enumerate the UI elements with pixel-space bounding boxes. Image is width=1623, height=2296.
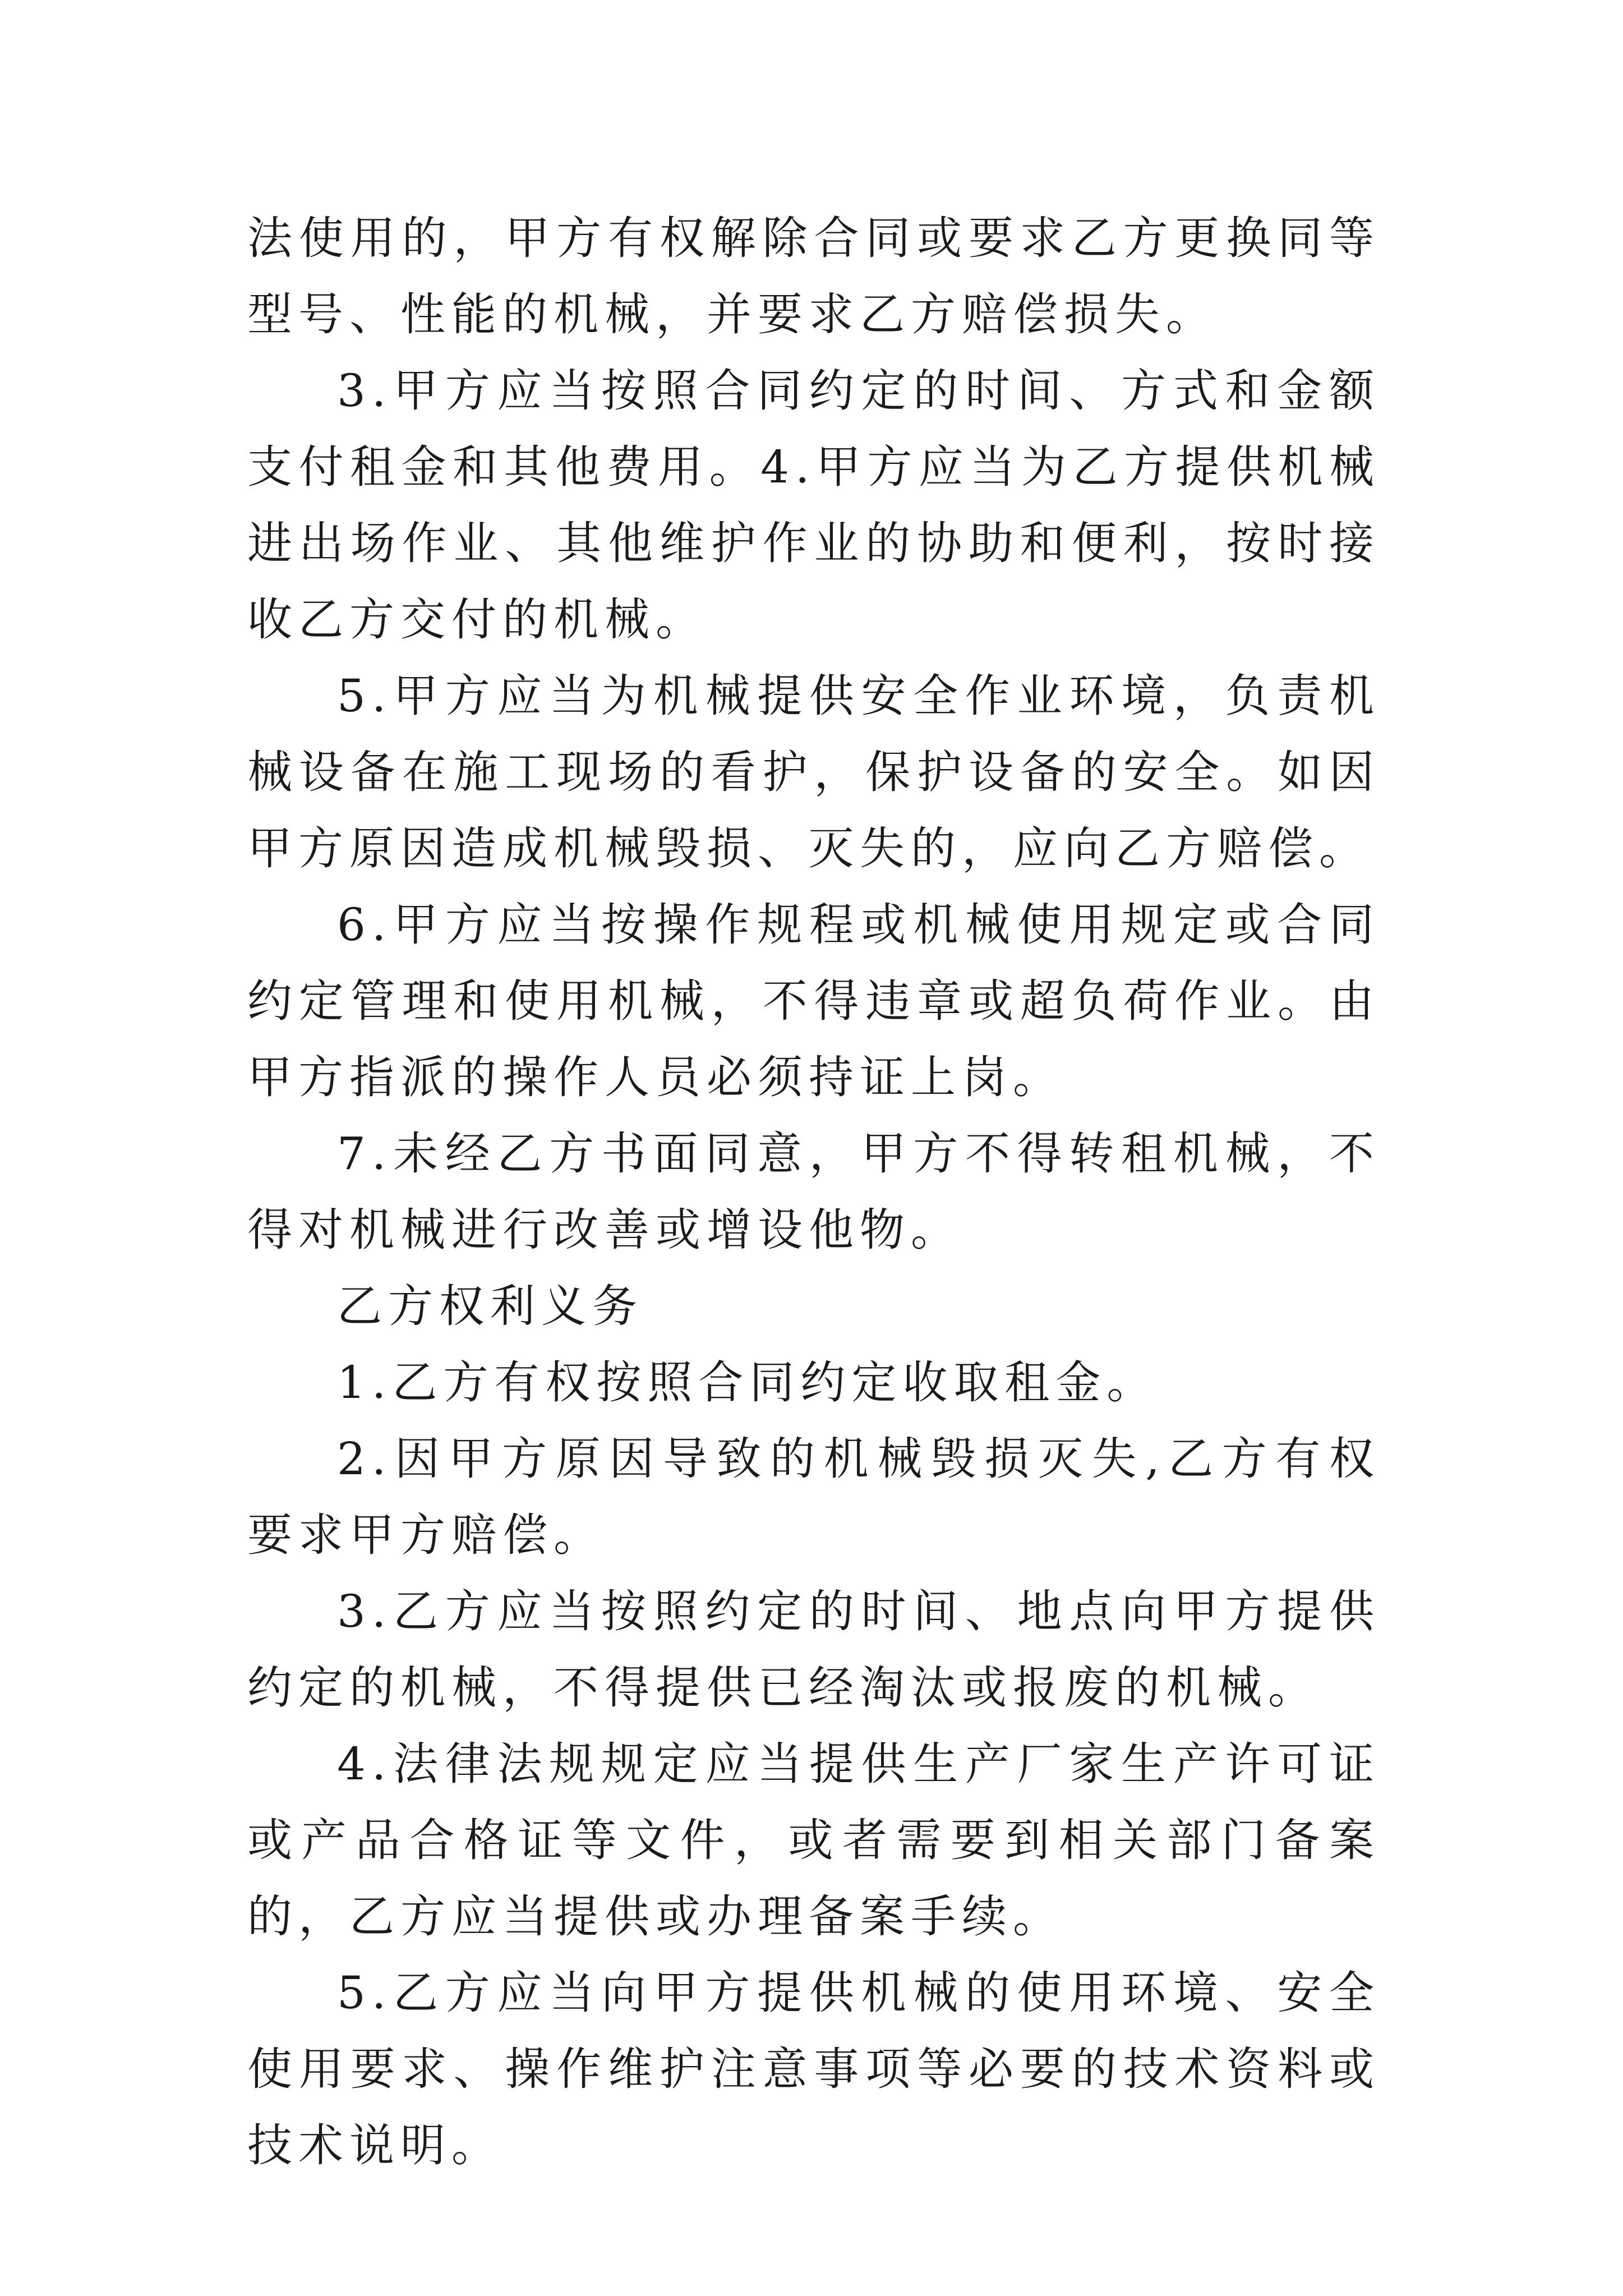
paragraph-b-item-5: 5.乙方应当向甲方提供机械的使用环境、安全使用要求、操作维护注意事项等必要的技术资料或技术说明。 [247, 1967, 1380, 2171]
document-body [247, 200, 1380, 2184]
paragraph-b-item-4: 4.法律法规规定应当提供生产厂家生产许可证或产品合格证等文件，或者需要到相关部门备案的，乙方应当提供或办理备案手续。 [247, 1738, 1380, 1943]
paragraph-item-6: 6.甲方应当按操作规程或机械使用规定或合同约定管理和使用机械，不得违章或超负荷作业。由甲方指派的操作人员必须持证上岗。 [247, 899, 1380, 1103]
paragraph-item-5: 5.甲方应当为机械提供安全作业环境，负责机械设备在施工现场的看护，保护设备的安全。如因甲方原因造成机械毁损、灭失的，应向乙方赔偿。 [247, 670, 1380, 875]
paragraph-item-7: 7.未经乙方书面同意，甲方不得转租机械，不得对机械进行改善或增设他物。 [247, 1128, 1380, 1256]
paragraph-b-item-2: 2.因甲方原因导致的机械毁损灭失,乙方有权要求甲方赔偿。 [247, 1433, 1380, 1561]
paragraph-b-item-1: 1.乙方有权按照合同约定收取租金。 [337, 1356, 1158, 1409]
section-heading: 乙方权利义务 [337, 1280, 643, 1332]
paragraph-item-3-4: 3.甲方应当按照合同约定的时间、方式和金额支付租金和其他费用。4.甲方应当为乙方提供机械进出场作业、其他维护作业的协助和便利，按时接收乙方交付的机械。 [247, 365, 1380, 646]
paragraph-b-item-3: 3.乙方应当按照约定的时间、地点向甲方提供约定的机械，不得提供已经淘汰或报废的机械。 [247, 1585, 1380, 1714]
paragraph-continuation: 法使用的，甲方有权解除合同或要求乙方更换同等型号、性能的机械，并要求乙方赔偿损失。 [247, 212, 1380, 341]
